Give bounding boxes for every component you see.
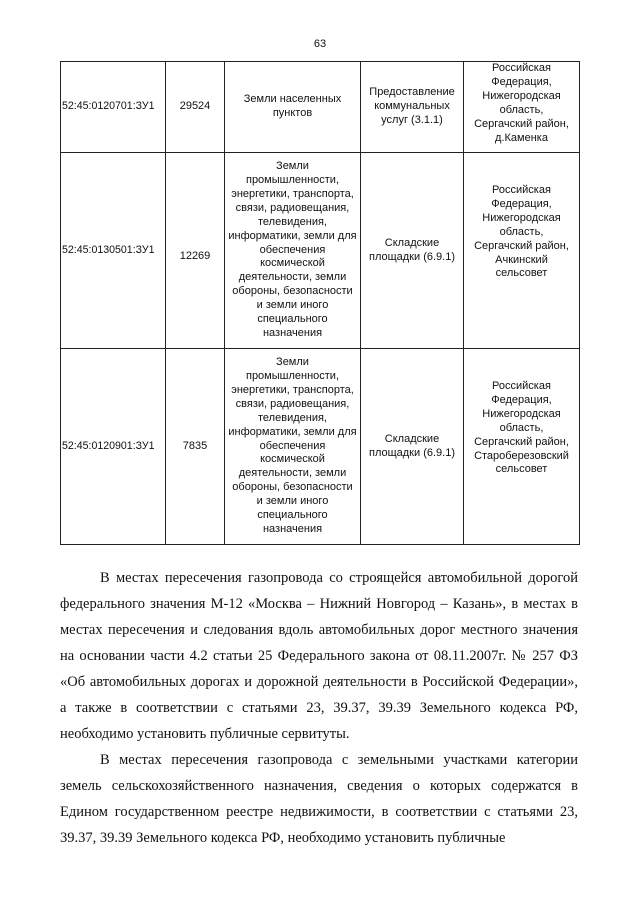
cell-text-line: и земли иного — [256, 299, 329, 312]
cell-text-line: обеспечения — [259, 439, 326, 452]
cell-text-line: назначения — [262, 522, 323, 535]
cell-text-line: обороны, безопасности — [232, 481, 353, 494]
cell-text-line: область, — [499, 103, 544, 116]
cell-text-line: сельсовет — [495, 463, 548, 476]
cell-text-line: Сергачский район, — [474, 117, 569, 130]
paragraph: В местах пересечения газопровода со строящейся автомобильной дорогой федерального значения М-12 «Москва – Нижний Новгород – Казань», в местах в местах пересечения и следования вдоль автомобильных дорог местного значения на основании части 4.2 статьи 25 Федерального закона от 08.11.2007г. № 257 ФЗ «Об автомобильных дорогах и дорожной деятельности в Российской Федерации», а также в соответствии с статьями 23, 39.37, 39.39 Земельного кодекса РФ, необходимо установить публичные сервитуты. — [60, 570, 578, 742]
cell-text-line: Федерация, — [491, 197, 552, 210]
cadastral-number-cell: 52:45:0130501:ЗУ1 — [61, 153, 166, 349]
cell-text-line: Нижегородская — [482, 89, 561, 102]
cell-text-line: энергетики, транспорта, — [231, 187, 354, 200]
cell-text-line: площадки (6.9.1) — [368, 446, 455, 459]
cell-text-line: промышленности, — [245, 370, 340, 383]
area-cell: 29524 — [166, 62, 225, 153]
permitted-use-cell — [361, 349, 464, 545]
body-text — [60, 565, 578, 851]
paragraph: В местах пересечения газопровода с земельными участками категории земель сельскохозяйственного назначения, сведения о которых содержатся в Едином государственном реестре недвижимости, в соответствии с статьями 23, 39.37, 39.39 Земельного кодекса РФ, необходимо установить публичные — [60, 752, 578, 846]
cell-text-line: Ачкинский — [495, 253, 548, 266]
cell-text-line: площадки (6.9.1) — [368, 250, 455, 263]
cell-text-line: Российская — [492, 62, 551, 74]
area-cell: 12269 — [166, 153, 225, 349]
cell-text-line: Складские — [384, 432, 440, 445]
cell-text-line: связи, радиовещания, — [235, 201, 350, 214]
cadastral-number-cell: 52:45:0120701:ЗУ1 — [61, 62, 166, 153]
cell-text-line: сельсовет — [495, 267, 548, 280]
cell-text-line: обороны, безопасности — [232, 285, 353, 298]
land-category-cell — [225, 153, 361, 349]
cell-text-line: специального — [257, 509, 328, 522]
location-cell — [464, 349, 580, 545]
cell-text-line: и земли иного — [256, 495, 329, 508]
cell-text-line: энергетики, транспорта, — [231, 383, 354, 396]
cell-text-line: Староберезовский — [474, 449, 569, 462]
cell-text-line: космической — [260, 257, 325, 270]
cell-text-line: промышленности, — [245, 174, 340, 187]
cell-text-line: телевидения, — [258, 411, 327, 424]
cell-text-line: д.Каменка — [495, 131, 548, 144]
cell-text-line: Предоставление — [369, 86, 455, 99]
cell-text-line: космической — [260, 453, 325, 466]
cell-text-line: информатики, земли для — [228, 229, 357, 242]
cell-text-line: Сергачский район, — [474, 435, 569, 448]
cell-text-line: назначения — [262, 326, 323, 339]
land-category-cell — [225, 62, 361, 153]
cell-text-line: услуг (3.1.1) — [381, 113, 443, 126]
cell-text-line: пунктов — [272, 107, 313, 119]
cell-text-line: специального — [257, 313, 328, 326]
cell-text-line: Нижегородская — [482, 407, 561, 420]
cell-text-line: Российская — [492, 184, 551, 196]
cell-text-line: информатики, земли для — [228, 425, 357, 438]
cell-text-line: Земли населенных — [243, 93, 342, 106]
cell-text-line: Земли — [276, 160, 309, 173]
cadastral-number-cell: 52:45:0120901:ЗУ1 — [61, 349, 166, 545]
cell-text-line: коммунальных — [374, 100, 450, 113]
cell-text-line: обеспечения — [259, 243, 326, 256]
location-cell — [464, 62, 580, 153]
cell-text-line: Федерация, — [491, 75, 552, 88]
cell-text-line: Сергачский район, — [474, 239, 569, 252]
cell-text-line: область, — [499, 421, 544, 434]
cell-text-line: Нижегородская — [482, 211, 561, 224]
page-number: 63 — [313, 38, 327, 50]
permitted-use-cell — [361, 153, 464, 349]
cell-text-line: деятельности, земли — [238, 467, 347, 480]
location-cell — [464, 153, 580, 349]
table-row — [61, 349, 580, 545]
cell-text-line: Земли — [276, 356, 309, 369]
cell-text-line: телевидения, — [258, 215, 327, 228]
land-parcels-table — [60, 61, 580, 545]
cell-text-line: область, — [499, 225, 544, 238]
permitted-use-cell — [361, 62, 464, 153]
cell-text-line: Российская — [492, 380, 551, 392]
area-cell: 7835 — [166, 349, 225, 545]
table-row — [61, 153, 580, 349]
cell-text-line: Федерация, — [491, 393, 552, 406]
cell-text-line: деятельности, земли — [238, 271, 347, 284]
cell-text-line: Складские — [384, 236, 440, 249]
land-category-cell — [225, 349, 361, 545]
cell-text-line: связи, радиовещания, — [235, 397, 350, 410]
table-row — [61, 62, 580, 153]
